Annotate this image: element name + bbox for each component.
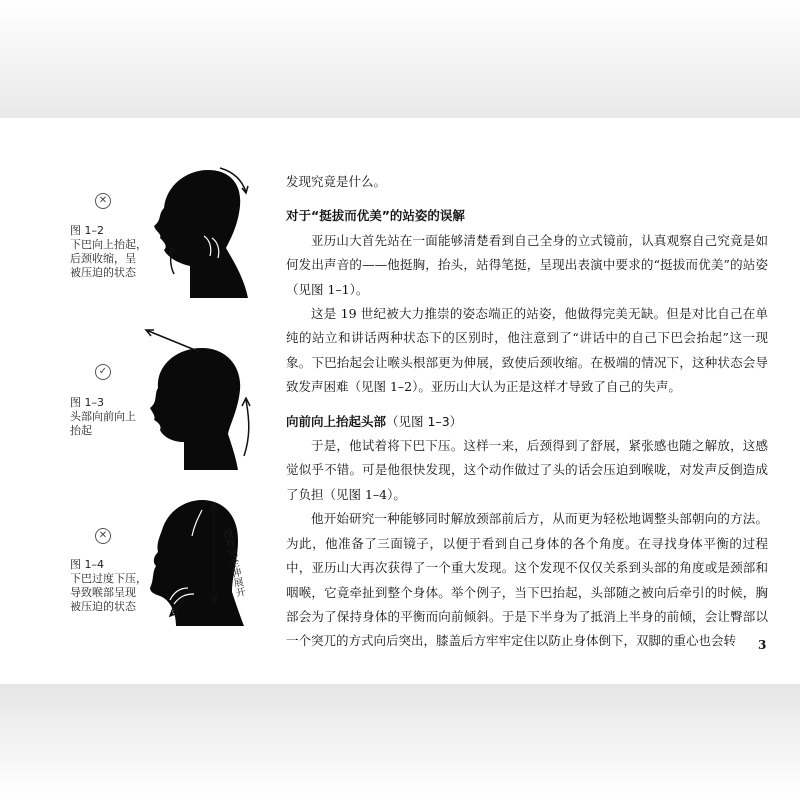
caption-line: 头部向前向上 (70, 410, 136, 423)
head-silhouette-upright-icon (140, 330, 260, 470)
page-number: 3 (758, 638, 767, 652)
head-silhouette-chin-down-icon (140, 496, 260, 626)
paragraph: 亚历山大首先站在一面能够清楚看到自己全身的立式镜前，认真观察自己究竟是如何发出声音的——他挺胸，抬头，站得笔挺，呈现出表演中要求的“挺拔而优美”的站姿（见图 1–1）。 (286, 232, 768, 297)
caption-line: 被压迫的状态 (70, 600, 136, 613)
correct-mark-icon: ✓ (95, 364, 111, 380)
caption-line: 图 1–2 (70, 224, 104, 237)
caption-line: 下巴过度下压， (70, 572, 147, 585)
caption-line: 图 1–3 (70, 396, 104, 409)
section-heading-lift-head (286, 410, 768, 434)
head-silhouette-chin-up-icon (150, 166, 260, 298)
figure-note-not-fully-extended: 没有完全伸展开 (219, 527, 246, 599)
incorrect-mark-icon: ✕ (95, 193, 111, 209)
incorrect-mark-icon: ✕ (95, 528, 111, 544)
paragraph-continuation: 发现究竟是什么。 (286, 174, 387, 189)
bottom-background (0, 684, 800, 800)
paragraph: 于是，他试着将下巴下压。这样一来，后颈得到了舒展，紧张感也随之解放，这感觉似乎不错。可是他很快发现，这个动作做过了头的话会压迫到喉咙，对发声反倒造成了负担（见图 1–4）。 (286, 438, 768, 502)
caption-line: 后颈收缩，呈 (70, 252, 136, 265)
paragraph: 他开始研究一种能够同时解放颈部前后方，从而更为轻松地调整头部朝向的方法。为此，他准备了三面镜子，以便于看到自己身体的各个角度。在寻找身体平衡的过程中，亚历山大再次获得了一个重大发现。这个发现不仅仅关系到头部的角度或是颈部和咽喉，它竟牵扯到整个身体。举个例子，当下巴抬起，头部随之被向后牵引的时候，胸部会为了保持身体的平衡而向前倾斜。于是下半身为了抵消上半身的前倾，会让臀部以一个突兀的方式向后突出，膝盖后方牢牢定住以防止身体倒下，双脚的重心也会转 (286, 511, 768, 649)
book-page (0, 118, 800, 684)
figure-caption-1-2 (70, 224, 147, 280)
heading-figure-ref: （见图 1–3） (386, 413, 463, 429)
body-text (286, 170, 768, 654)
caption-line: 图 1–4 (70, 558, 104, 571)
figure-caption-1-4 (70, 558, 147, 614)
top-background (0, 0, 800, 118)
caption-line: 被压迫的状态 (70, 266, 136, 279)
section-heading-posture-misconception: 对于“挺拔而优美”的站姿的误解 (286, 208, 465, 224)
caption-line: 抬起 (70, 424, 92, 437)
caption-line: 下巴向上抬起， (70, 238, 147, 251)
paragraph: 这是 19 世纪被大力推崇的姿态端正的站姿，他做得完美无缺。但是对比自己在单纯的站立和讲话两种状态下的区别时，他注意到了“讲话中的自己下巴会抬起”这一现象。下巴抬起会让喉头根部更为伸展，致使后颈收缩。在极端的情况下，这种状态会导致发声困难（见图 1–2）。亚历山大认为正是这样才导致了自己的失声。 (286, 306, 768, 395)
caption-line: 导致喉部呈现 (70, 586, 136, 599)
heading-text: 向前向上抬起头部 (286, 413, 387, 429)
figure-caption-1-3 (70, 396, 136, 438)
